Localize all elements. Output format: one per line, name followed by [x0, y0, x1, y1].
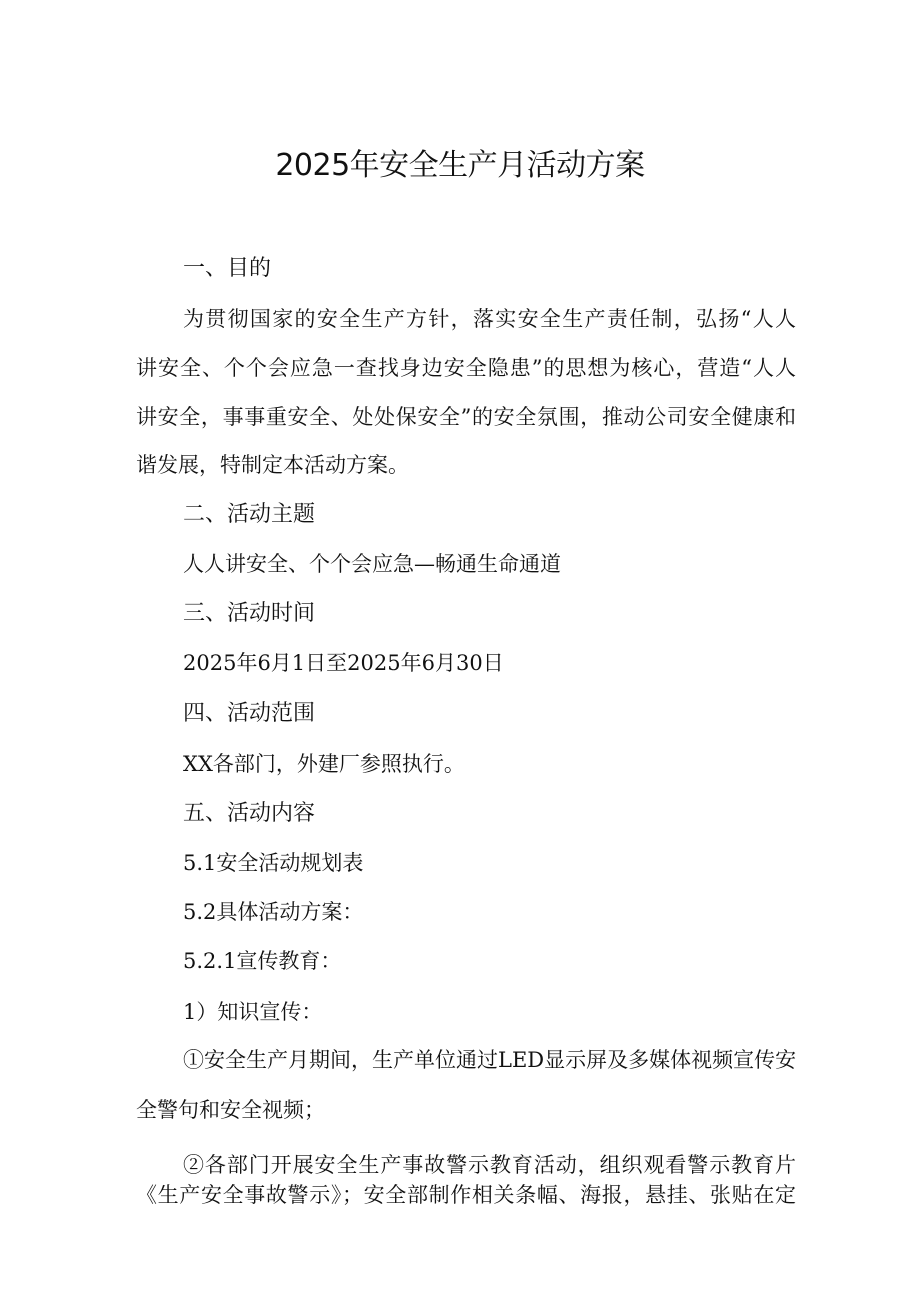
- paragraph-line: 全警句和安全视频；: [136, 1098, 325, 1122]
- document-title: 2025年安全生产月活动方案: [275, 148, 645, 183]
- paragraph-line: 谐发展，特制定本活动方案。: [136, 453, 409, 477]
- paragraph-line: 《生产安全事故警示》；安全部制作相关条幅、海报，悬挂、张贴在定: [136, 1183, 796, 1207]
- content-item: 5.2.1宣传教育：: [183, 949, 342, 973]
- paragraph-line: ②各部门开展安全生产事故警示教育活动，组织观看警示教育片: [183, 1153, 796, 1177]
- section-heading-theme: 二、活动主题: [183, 502, 316, 527]
- section-heading-scope: 四、活动范围: [183, 701, 316, 726]
- theme-text: 人人讲安全、个个会应急—畅通生命通道: [183, 552, 561, 576]
- section-heading-content: 五、活动内容: [183, 801, 316, 826]
- content-item: 5.2具体活动方案：: [183, 900, 364, 924]
- content-item: 5.1安全活动规划表: [183, 851, 364, 875]
- section-heading-purpose: 一、目的: [183, 256, 272, 281]
- scope-text: XX各部门，外建厂参照执行。: [183, 752, 465, 776]
- time-text: 2025年6月1日至2025年6月30日: [183, 651, 504, 675]
- paragraph-line: 讲安全、个个会应急一查找身边安全隐患”的思想为核心，营造“人人: [136, 356, 796, 380]
- paragraph-line: ①安全生产月期间，生产单位通过LED显示屏及多媒体视频宣传安: [183, 1048, 797, 1072]
- content-item: 1）知识宣传：: [183, 1000, 323, 1024]
- paragraph-line: 讲安全，事事重安全、处处保安全”的安全氛围，推动公司安全健康和: [136, 405, 796, 429]
- paragraph-line: 为贯彻国家的安全生产方针，落实安全生产责任制，弘扬“人人: [183, 307, 796, 331]
- section-heading-time: 三、活动时间: [183, 601, 316, 626]
